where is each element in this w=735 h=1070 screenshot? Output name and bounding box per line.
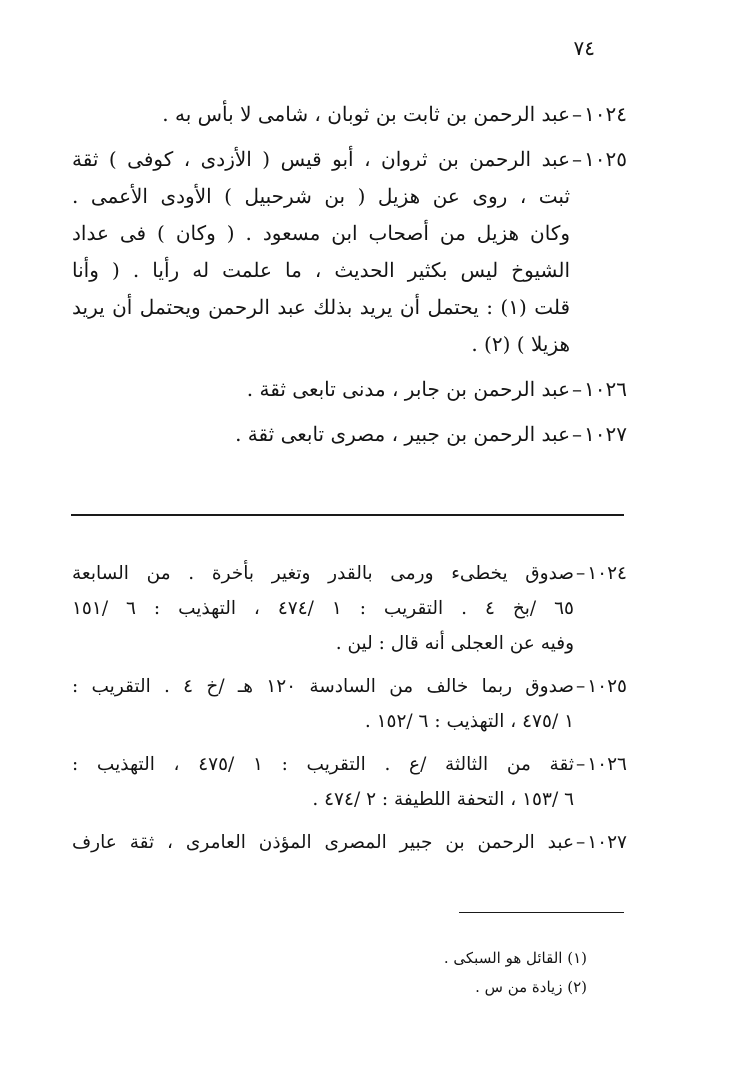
note-number: ١٠٢٥ xyxy=(587,676,627,697)
entry-line: عبد الرحمن بن ثروان ، أبو قيس ( الأزدى ، كوفى ) ثقة xyxy=(72,147,571,171)
entry-line: هزيلا ) (٢) . xyxy=(471,332,571,356)
entry-line: عبد الرحمن بن جبير ، مصرى تابعى ثقة . xyxy=(235,422,571,446)
entry-line: الشيوخ ليس بكثير الحديث ، ما علمت له رأيا . ( وأنا xyxy=(72,258,571,282)
note-line: عبد الرحمن بن جبير المصرى المؤذن العامرى ، ثقة عارف xyxy=(72,832,574,853)
entry-line: عبد الرحمن بن جابر ، مدنى تابعى ثقة . xyxy=(246,377,571,401)
note-line: وفيه عن العجلى أنه قال : لين . xyxy=(335,633,574,654)
footnote: (١) القائل هو السبكى . xyxy=(443,949,587,967)
entry-line: قلت (١) : يحتمل أن يريد بذلك عبد الرحمن ويحتمل أن يريد xyxy=(72,295,571,319)
footnote-rule xyxy=(459,912,624,913)
note-body xyxy=(72,669,574,739)
section-divider xyxy=(71,514,624,516)
entry-line: وكان هزيل من أصحاب ابن مسعود . ( وكان ) فى عداد xyxy=(72,221,571,245)
page-number: ٧٤ xyxy=(573,36,595,60)
footnote: (٢) زيادة من س . xyxy=(475,978,587,996)
note-line: ثقة من الثالثة /ع . التقريب : ١ /٤٧٥ ، التهذيب : xyxy=(72,754,574,775)
note-line: ١ /٤٧٥ ، التهذيب : ٦ /١٥٢ . xyxy=(364,711,574,732)
main-text xyxy=(72,96,627,461)
entry-body xyxy=(72,416,570,453)
entry-body xyxy=(72,141,570,363)
note-number: ١٠٢٦ xyxy=(587,754,627,775)
note-number: ١٠٢٧ xyxy=(587,832,627,853)
note-body xyxy=(72,825,574,860)
note: ١٠٢٧ – عبد الرحمن بن جبير المصرى المؤذن العامرى ، ثقة عارف xyxy=(72,825,627,860)
note-number: ١٠٢٤ xyxy=(587,563,627,584)
entry-number: ١٠٢٧ xyxy=(584,422,627,446)
entry-number: ١٠٢٥ xyxy=(584,147,627,171)
entry-line: عبد الرحمن بن ثابت بن ثوبان ، شامى لا بأس به . xyxy=(162,102,571,126)
note-line: ٦٥ /بخ ٤ . التقريب : ١ /٤٧٤ ، التهذيب : ٦ /١٥١ xyxy=(72,598,574,619)
note-line: صدوق يخطىء ورمى بالقدر وتغير بأخرة . من السابعة xyxy=(72,563,574,584)
note-line: ٦ /١٥٣ ، التحفة اللطيفة : ٢ /٤٧٤ . xyxy=(312,789,574,810)
entry-body xyxy=(72,371,570,408)
note: ١٠٢٥ – صدوق ربما خالف من السادسة ١٢٠ هـ /خ ٤ . التقريب : ١ /٤٧٥ ، التهذيب : ٦ /١٥٢ . xyxy=(72,669,627,739)
note-body xyxy=(72,747,574,817)
entry: ١٠٢٥ – عبد الرحمن بن ثروان ، أبو قيس ( الأزدى ، كوفى ) ثقة ثبت ، روى عن هزيل ( بن شرحبيل ) الأودى الأعمى . وكان هزيل من أصحاب ابن مسعود . ( وكان ) فى عداد الشيوخ ليس بكثير الحديث ، ما علمت له رأيا . ( وأنا قلت (١) : يحتمل أن يريد بذلك عبد الرحمن ويحتمل أن يريد هزيلا ) (٢) . xyxy=(72,141,627,363)
entry-number: ١٠٢٦ xyxy=(584,377,627,401)
entry: ١٠٢٦ – عبد الرحمن بن جابر ، مدنى تابعى ثقة . xyxy=(72,371,627,408)
entry-line: ثبت ، روى عن هزيل ( بن شرحبيل ) الأودى الأعمى . xyxy=(72,184,571,208)
note: ١٠٢٦ – ثقة من الثالثة /ع . التقريب : ١ /٤٧٥ ، التهذيب : ٦ /١٥٣ ، التحفة اللطيفة : ٢ /٤٧٤ . xyxy=(72,747,627,817)
entry: ١٠٢٤ – عبد الرحمن بن ثابت بن ثوبان ، شامى لا بأس به . xyxy=(72,96,627,133)
note-line: صدوق ربما خالف من السادسة ١٢٠ هـ /خ ٤ . التقريب : xyxy=(72,676,574,697)
footnotes xyxy=(287,944,587,1002)
entry-number: ١٠٢٤ xyxy=(584,102,627,126)
note-body xyxy=(72,556,574,661)
entry-body xyxy=(72,96,570,133)
entry: ١٠٢٧ – عبد الرحمن بن جبير ، مصرى تابعى ثقة . xyxy=(72,416,627,453)
editor-notes xyxy=(72,556,627,868)
note: ١٠٢٤ – صدوق يخطىء ورمى بالقدر وتغير بأخرة . من السابعة ٦٥ /بخ ٤ . التقريب : ١ /٤٧٤ ، التهذيب : ٦ /١٥١ وفيه عن العجلى أنه قال : لين . xyxy=(72,556,627,661)
